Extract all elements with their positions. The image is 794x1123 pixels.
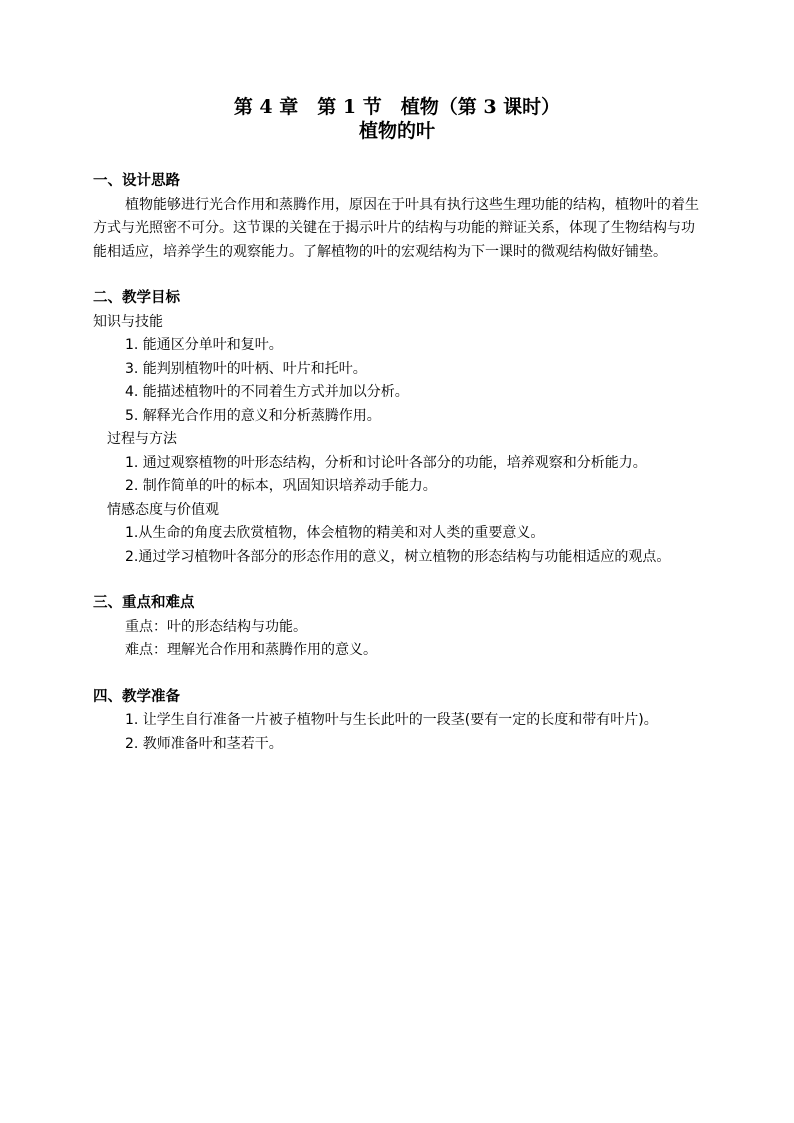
list-item: 1. 让学生自行准备一片被子植物叶与生长此叶的一段茎(要有一定的长度和带有叶片)。 bbox=[125, 712, 658, 728]
list-item: 难点：理解光合作用和蒸腾作用的意义。 bbox=[125, 642, 377, 658]
document-body bbox=[93, 170, 703, 756]
subheading-process: 过程与方法 bbox=[107, 431, 177, 447]
list-item: 2. 教师准备叶和茎若干。 bbox=[125, 735, 283, 752]
document-subtitle: 植物的叶 bbox=[358, 120, 435, 142]
list-item: 3. 能判别植物叶的叶柄、叶片和托叶。 bbox=[125, 360, 367, 377]
spacer bbox=[93, 663, 703, 686]
section-heading-design: 一、设计思路 bbox=[93, 173, 180, 189]
list-item: 2. 制作简单的叶的标本，巩固知识培养动手能力。 bbox=[125, 478, 437, 494]
spacer bbox=[93, 569, 703, 592]
list-item: 1.从生命的角度去欣赏植物，体会植物的精美和对人类的重要意义。 bbox=[125, 525, 545, 541]
list-item: 4. 能描述植物叶的不同着生方式并加以分析。 bbox=[125, 384, 409, 400]
subheading-attitude: 情感态度与价值观 bbox=[107, 501, 219, 518]
section-heading-preparation: 四、教学准备 bbox=[93, 688, 180, 705]
list-item: 5. 解释光合作用的意义和分析蒸腾作用。 bbox=[125, 407, 381, 424]
spacer bbox=[93, 264, 703, 287]
list-item: 1. 通过观察植物的叶形态结构，分析和讨论叶各部分的功能，培养观察和分析能力。 bbox=[125, 454, 647, 471]
section-heading-keypoints: 三、重点和难点 bbox=[93, 595, 195, 611]
document-title: 第 4 章 第 1 节 植物（第 3 课时） bbox=[233, 96, 561, 118]
subheading-knowledge: 知识与技能 bbox=[93, 313, 163, 330]
list-item: 1. 能通区分单叶和复叶。 bbox=[125, 337, 283, 353]
section-heading-objectives: 二、教学目标 bbox=[93, 290, 180, 306]
design-paragraph: 植物能够进行光合作用和蒸腾作用，原因在于叶具有执行这些生理功能的结构，植物叶的着生方式与光照密不可分。这节课的关键在于揭示叶片的结构与功能的辩证关系，体现了生物结构与功能相适应，培养学生的观察能力。了解植物的叶的宏观结构为下一课时的微观结构做好铺垫。 bbox=[93, 196, 699, 260]
list-item: 2.通过学习植物叶各部分的形态作用的意义，树立植物的形态结构与功能相适应的观点。 bbox=[125, 548, 671, 565]
list-item: 重点：叶的形态结构与功能。 bbox=[125, 618, 307, 635]
